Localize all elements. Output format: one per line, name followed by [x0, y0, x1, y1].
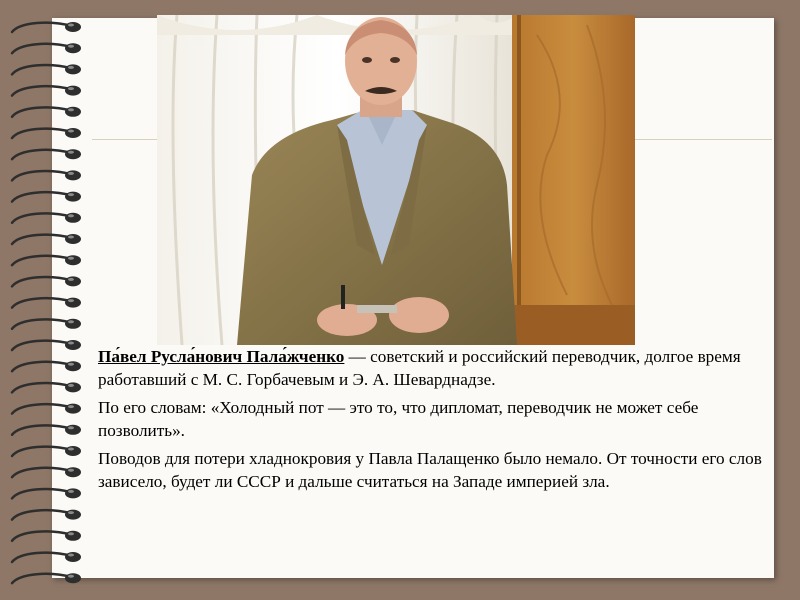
- text-block: [98, 346, 778, 499]
- portrait-photo: [157, 15, 635, 345]
- spiral-ring: [12, 170, 81, 180]
- paragraph-context: Поводов для потери хладнокровия у Павла Палащенко было немало. От точности его слов зависело, будет ли СССР и дальше считаться на Западе империей зла.: [98, 449, 762, 491]
- intro-text: — советский и российский переводчик, долгое время работавший с М. С. Горбачевым и Э. А. Шеварднадзе.: [98, 347, 741, 389]
- spiral-ring: [12, 531, 81, 541]
- spiral-ring: [12, 425, 81, 435]
- spiral-ring: [12, 573, 81, 583]
- spiral-ring: [12, 382, 81, 392]
- spiral-ring: [12, 404, 81, 414]
- paragraph-quote: По его словам: «Холодный пот — это то, что дипломат, переводчик не может себе позволить».: [98, 398, 699, 440]
- spiral-ring: [12, 361, 81, 371]
- spiral-ring: [12, 107, 81, 117]
- spiral-ring: [12, 128, 81, 138]
- spiral-ring: [12, 552, 81, 562]
- spiral-ring: [12, 510, 81, 520]
- spiral-ring: [12, 276, 81, 286]
- spiral-ring: [12, 213, 81, 223]
- spiral-ring: [12, 467, 81, 477]
- spiral-ring: [12, 192, 81, 202]
- paragraph-intro: [98, 346, 778, 391]
- person-name-link[interactable]: Па́вел Русла́нович Пала́жченко: [98, 347, 345, 366]
- spiral-ring: [12, 149, 81, 159]
- spiral-ring: [12, 319, 81, 329]
- spiral-ring: [12, 446, 81, 456]
- spiral-ring: [12, 255, 81, 265]
- spiral-ring: [12, 64, 81, 74]
- spiral-ring: [12, 43, 81, 53]
- spiral-ring: [12, 86, 81, 96]
- spiral-ring: [12, 340, 81, 350]
- spiral-ring: [12, 298, 81, 308]
- spiral-ring: [12, 234, 81, 244]
- spiral-binding: [0, 12, 90, 588]
- spiral-ring: [12, 488, 81, 498]
- spiral-ring: [12, 22, 81, 32]
